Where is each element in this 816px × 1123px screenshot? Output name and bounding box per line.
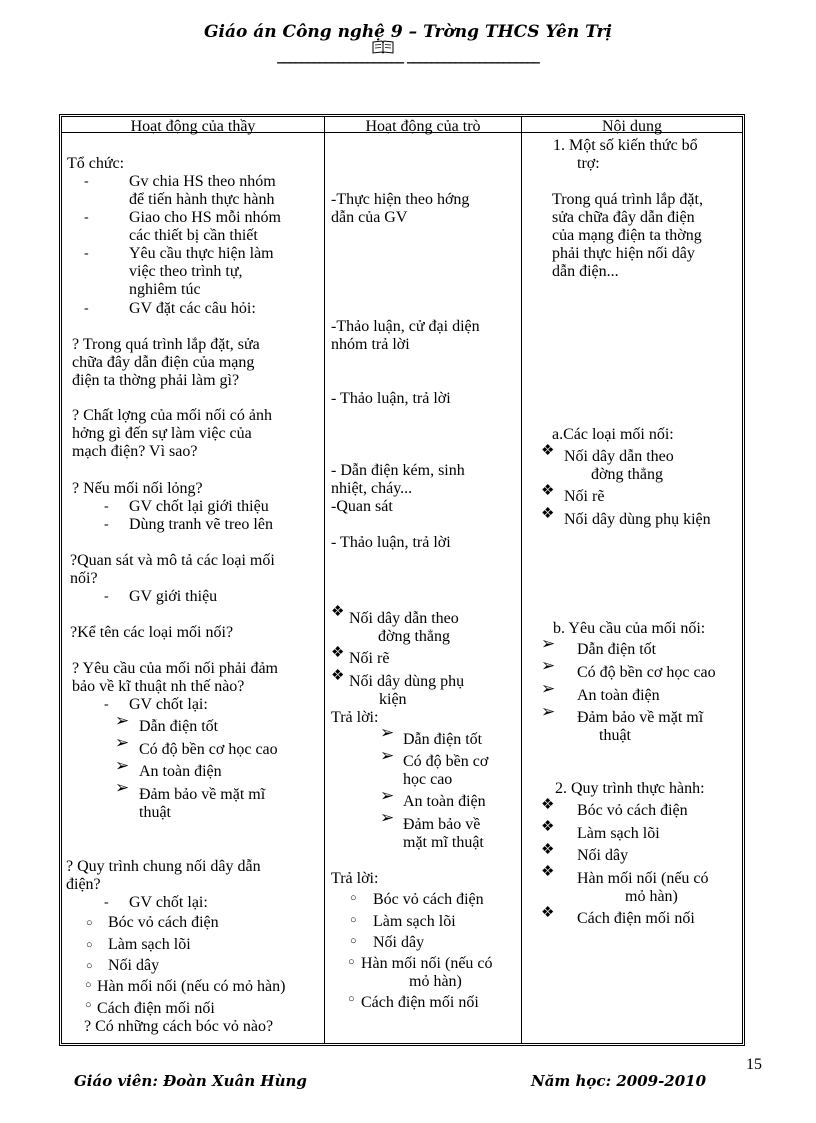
col1-line: Giao cho HS mỗi nhóm <box>129 209 281 226</box>
dash-bullet: - <box>104 499 109 514</box>
column-divider-1 <box>324 117 325 1043</box>
col2-line: nhiệt, cháy... <box>331 480 413 497</box>
col1-line: ?Quan sát và mô tả các loại mối <box>70 552 275 569</box>
col3-line: mỏ hàn) <box>625 888 678 905</box>
col2-line: Nối dây <box>373 934 425 951</box>
col1-line: thuật <box>139 804 171 821</box>
arrow-bullet: ➢ <box>541 634 556 653</box>
col2-line: Bóc vỏ cách điện <box>373 891 484 908</box>
col1-line: GV chốt lại: <box>129 894 208 911</box>
arrow-bullet: ➢ <box>541 656 556 675</box>
col2-line: Đảm bảo về <box>403 816 481 833</box>
dash-bullet: - <box>104 589 109 604</box>
diamond-bullet: ❖ <box>541 443 555 459</box>
dash-bullet: - <box>84 174 89 189</box>
diamond-bullet: ❖ <box>541 797 555 813</box>
col3-line: đờng thẳng <box>591 466 664 483</box>
footer-school-year: Năm học: 2009-2010 <box>531 1072 707 1090</box>
arrow-bullet: ➢ <box>115 756 130 775</box>
circle-bullet: ○ <box>86 917 93 929</box>
col3-line: Làm sạch lõi <box>577 825 660 842</box>
col1-line: nghiêm túc <box>129 281 201 298</box>
col2-line: Có độ bền cơ <box>403 753 489 770</box>
col2-line: Nối rẽ <box>349 650 390 667</box>
col3-line: phải thực hiện nối dây <box>552 245 695 262</box>
circle-bullet: ○ <box>348 993 355 1005</box>
header-rule: _____________________ ______________________ <box>277 48 539 64</box>
diamond-bullet: ❖ <box>541 819 555 835</box>
col3-line: dẫn điện... <box>552 263 619 280</box>
diamond-bullet: ❖ <box>541 506 555 522</box>
col3-line: 1. Một số kiến thức bổ <box>553 137 698 154</box>
col1-line: điện? <box>66 876 101 893</box>
dash-bullet: - <box>84 301 89 316</box>
col1-line: Dùng tranh vẽ treo lên <box>129 516 273 533</box>
col1-line: Yêu cầu thực hiện làm <box>129 245 274 262</box>
col3-line: Dẫn điện tốt <box>577 641 657 658</box>
arrow-bullet: ➢ <box>380 723 395 742</box>
col1-line: ? Quy trình chung nối dây dẫn <box>66 858 261 875</box>
col3-line: Có độ bền cơ học cao <box>577 664 716 681</box>
col1-line: Tổ chức: <box>67 155 125 172</box>
col1-line: Dẫn điện tốt <box>139 718 219 735</box>
diamond-bullet: ❖ <box>331 645 345 661</box>
col1-line: Đảm bảo về mặt mĩ <box>139 786 266 803</box>
col3-line: Trong quá trình lắp đặt, <box>552 191 703 208</box>
circle-bullet: ○ <box>85 999 92 1011</box>
col2-line: Dẫn điện tốt <box>403 731 483 748</box>
col1-line: ? Nếu mối nối lỏng? <box>72 480 203 497</box>
col1-line: Gv chia HS theo nhóm <box>129 173 276 190</box>
col2-line: Làm sạch lõi <box>373 913 456 930</box>
footer-teacher: Giáo viên: Đoàn Xuân Hùng <box>74 1072 307 1090</box>
col3-line: a.Các loại mối nối: <box>552 426 674 443</box>
col2-line: - Thảo luận, trả lời <box>331 390 451 407</box>
col1-line: GV chốt lại giới thiệu <box>129 498 269 515</box>
col1-line: Làm sạch lõi <box>108 936 191 953</box>
arrow-bullet: ➢ <box>541 679 556 698</box>
circle-bullet: ○ <box>348 956 355 968</box>
dash-bullet: - <box>84 246 89 261</box>
col3-line: Nối dây dùng phụ kiện <box>564 511 711 528</box>
diamond-bullet: ❖ <box>541 864 555 880</box>
col3-line: b. Yêu cầu của mối nối: <box>553 620 706 637</box>
col1-line: mạch điện? Vì sao? <box>72 443 198 460</box>
col1-line: hởng gì đến sự làm việc của <box>72 425 252 442</box>
col1-line: ? Yêu cầu của mối nối phải đảm <box>72 660 278 677</box>
circle-bullet: ○ <box>350 892 357 904</box>
col2-line: - Dẫn điện kém, sinh <box>331 462 465 479</box>
dash-bullet: - <box>104 895 109 910</box>
column-divider-2 <box>521 117 522 1043</box>
circle-bullet: ○ <box>86 939 93 951</box>
col2-line: đờng thẳng <box>378 628 451 645</box>
circle-bullet: ○ <box>350 914 357 926</box>
arrow-bullet: ➢ <box>380 746 395 765</box>
col1-line: An toàn điện <box>139 763 222 780</box>
col2-line: -Thảo luận, cử đại diện <box>331 318 480 335</box>
arrow-bullet: ➢ <box>115 733 130 752</box>
col3-line: Nối dây <box>577 847 629 864</box>
col3-header: Nội dung <box>602 118 662 135</box>
col3-line: An toàn điện <box>577 687 660 704</box>
col2-line: dẫn của GV <box>331 209 408 226</box>
dash-bullet: - <box>104 697 109 712</box>
col1-line: ?Kể tên các loại mối nối? <box>70 624 234 641</box>
arrow-bullet: ➢ <box>380 808 395 827</box>
diamond-bullet: ❖ <box>541 842 555 858</box>
col1-line: GV đặt các câu hỏi: <box>129 300 256 317</box>
col1-line: nối? <box>70 570 98 587</box>
col1-line: Cách điện mối nối <box>97 1000 215 1017</box>
col1-line: Có độ bền cơ học cao <box>139 741 278 758</box>
col2-line: Nối dây dẫn theo <box>349 610 459 627</box>
col1-line: Bóc vỏ cách điện <box>108 914 219 931</box>
col2-line: -Thực hiện theo hớng <box>331 191 470 208</box>
col1-line: Hàn mối nối (nếu có mỏ hàn) <box>97 978 286 995</box>
diamond-bullet: ❖ <box>331 668 345 684</box>
col3-line: 2. Quy trình thực hành: <box>555 780 705 797</box>
dash-bullet: - <box>104 517 109 532</box>
col2-line: Cách điện mối nối <box>361 994 479 1011</box>
col3-line: Nối dây dẫn theo <box>564 448 674 465</box>
col2-header: Hoạt động của trò <box>365 118 481 135</box>
col3-line: sửa chữa đây dẫn điện <box>552 209 695 226</box>
col1-line: bảo về kĩ thuật nh thế nào? <box>72 678 245 695</box>
col2-line: nhóm trả lời <box>331 336 410 353</box>
col2-line: An toàn điện <box>403 793 486 810</box>
arrow-bullet: ➢ <box>380 786 395 805</box>
page-number: 15 <box>746 1056 762 1073</box>
col1-line: ? Có những cách bóc vỏ nào? <box>84 1018 274 1035</box>
circle-bullet: ○ <box>350 935 357 947</box>
arrow-bullet: ➢ <box>541 702 556 721</box>
col3-line: trợ: <box>577 155 600 172</box>
col2-line: mặt mĩ thuật <box>403 834 484 851</box>
circle-bullet: ○ <box>85 979 92 991</box>
dash-bullet: - <box>84 210 89 225</box>
col1-line: việc theo trình tự, <box>129 263 243 280</box>
diamond-bullet: ❖ <box>331 604 345 620</box>
diamond-bullet: ❖ <box>541 905 555 921</box>
col3-line: Cách điện mối nối <box>577 910 695 927</box>
col2-line: Trả lời: <box>331 709 379 726</box>
col3-line: của mạng điện ta thờng <box>552 227 702 244</box>
col2-line: Hàn mối nối (nếu có <box>361 955 493 972</box>
col2-line: - Thảo luận, trả lời <box>331 534 451 551</box>
col1-line: để tiến hành thực hành <box>129 191 275 208</box>
col2-line: Nối dây dùng phụ <box>349 673 465 690</box>
col1-line: GV chốt lại: <box>129 696 208 713</box>
col1-line: GV giới thiệu <box>129 588 218 605</box>
col1-line: Nối dây <box>108 957 160 974</box>
col3-line: Nối rẽ <box>564 488 605 505</box>
col2-line: Trả lời: <box>331 870 379 887</box>
diamond-bullet: ❖ <box>541 483 555 499</box>
col1-line: ? Trong quá trình lắp đặt, sửa <box>72 336 260 353</box>
arrow-bullet: ➢ <box>115 778 130 797</box>
col3-line: Bóc vỏ cách điện <box>577 802 688 819</box>
col2-line: -Quan sát <box>331 498 393 515</box>
arrow-bullet: ➢ <box>115 711 130 730</box>
col1-header: Hoạt động của thầy <box>130 118 256 135</box>
col1-line: điện ta thờng phải làm gì? <box>72 372 240 389</box>
col3-line: thuật <box>599 727 631 744</box>
circle-bullet: ○ <box>86 960 93 972</box>
col3-line: Đảm bảo về mặt mĩ <box>577 709 704 726</box>
col1-line: ? Chất lợng của mối nối có ảnh <box>72 407 272 424</box>
col3-line: Hàn mối nối (nếu có <box>577 870 709 887</box>
col2-line: kiện <box>379 691 407 708</box>
col1-line: các thiết bị cần thiết <box>129 227 258 244</box>
col1-line: chữa đây dẫn điện của mạng <box>72 354 255 371</box>
col2-line: học cao <box>403 771 453 788</box>
page-header-title: Giáo án Công nghệ 9 – Trờng THCS Yên Trị <box>204 22 612 42</box>
col2-line: mỏ hàn) <box>409 973 462 990</box>
